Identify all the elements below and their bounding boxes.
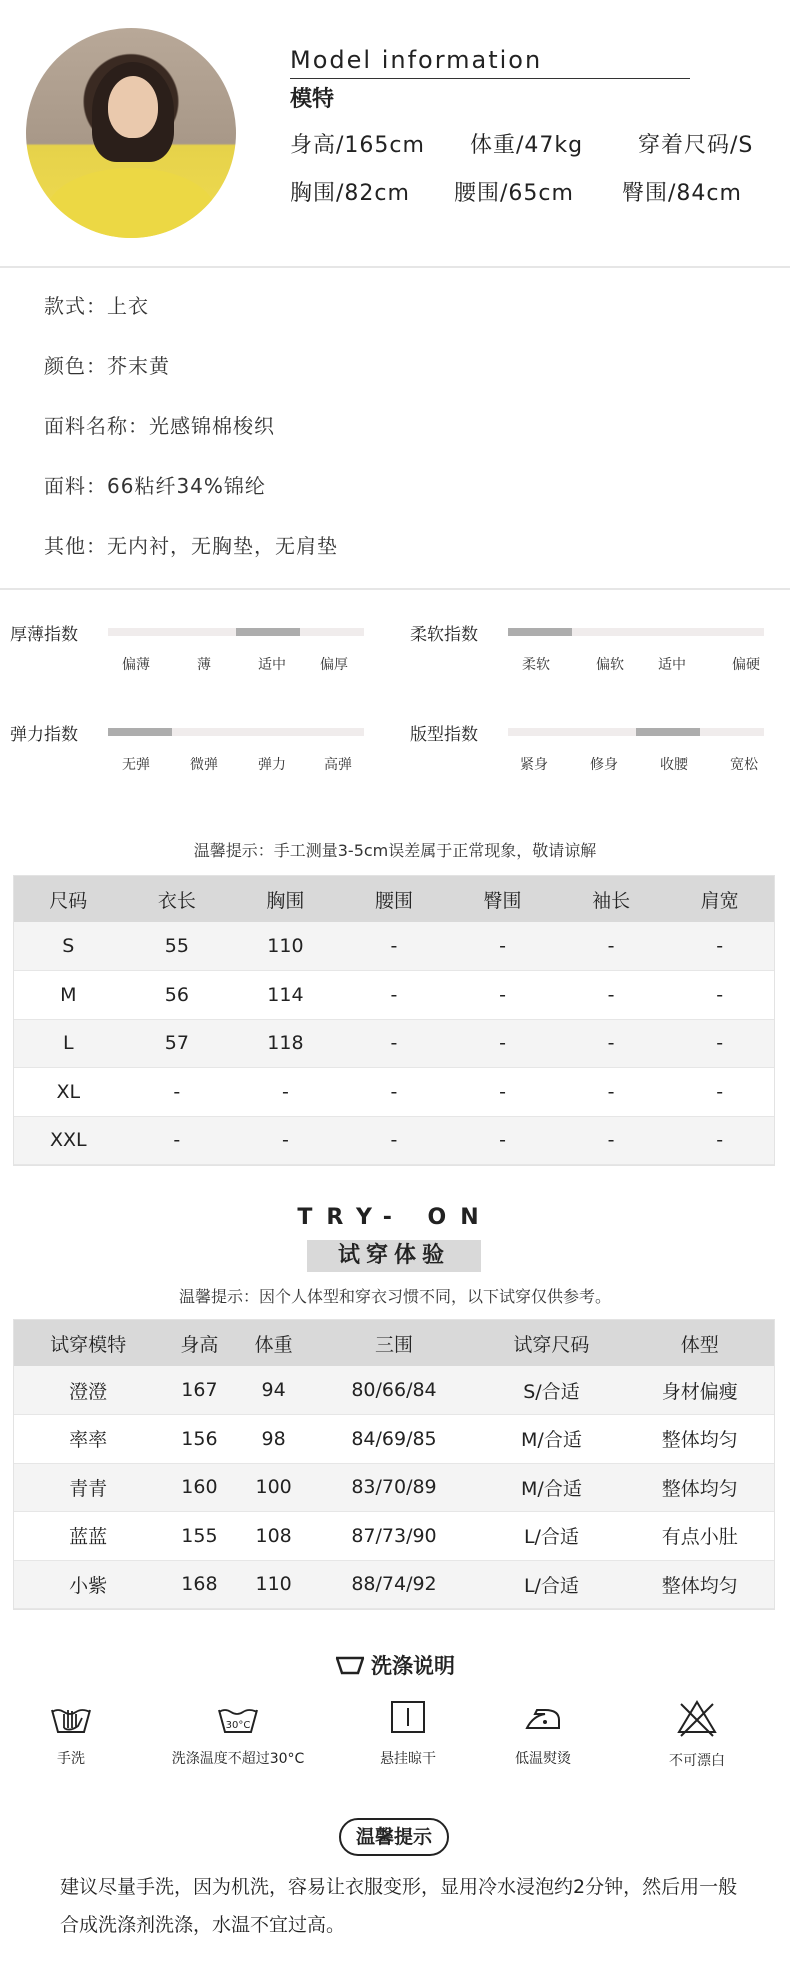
table-cell: 94 [237, 1366, 311, 1415]
tryon-table-header [14, 1320, 774, 1366]
table-row [14, 922, 774, 971]
wash-label: 悬挂晾干 [380, 1751, 436, 1767]
table-cell: 160 [162, 1463, 236, 1512]
table-row [14, 1463, 774, 1512]
table-cell: - [123, 1068, 232, 1117]
table-cell: 有点小肚 [626, 1512, 774, 1561]
model-waist: 腰围/65cm [454, 181, 574, 206]
table-cell: - [340, 1019, 449, 1068]
table-cell: L [14, 1019, 123, 1068]
table-cell: 57 [123, 1019, 232, 1068]
table-cell: 114 [231, 971, 340, 1020]
table-cell: 56 [123, 971, 232, 1020]
elasticity-option: 弹力 [258, 757, 286, 773]
model-weight: 体重/47kg [470, 133, 584, 158]
wash-label: 手洗 [57, 1751, 85, 1767]
elasticity-index-label: 弹力指数 [10, 725, 78, 745]
table-cell: - [123, 1116, 232, 1165]
section-divider [0, 266, 790, 268]
table-cell: 118 [231, 1019, 340, 1068]
column-header: 衣长 [123, 876, 232, 922]
table-cell: 167 [162, 1366, 236, 1415]
thickness-option: 偏厚 [320, 657, 348, 673]
tryon-table [14, 1320, 774, 1609]
softness-selected [508, 628, 572, 636]
table-cell: 55 [123, 922, 232, 971]
elasticity-option: 高弹 [324, 757, 352, 773]
table-row [14, 1019, 774, 1068]
column-header: 试穿尺码 [477, 1320, 625, 1366]
fit-index-bar [508, 728, 764, 736]
product-fabric-name: 面料名称：光感锦棉梭织 [44, 414, 275, 438]
fit-index-label: 版型指数 [410, 725, 478, 745]
table-cell: XXL [14, 1116, 123, 1165]
table-cell: - [231, 1068, 340, 1117]
table-cell: 87/73/90 [311, 1512, 478, 1561]
table-row [14, 1116, 774, 1165]
table-row [14, 1068, 774, 1117]
no-bleach-icon [675, 1698, 719, 1738]
wash-item-no-bleach [622, 1698, 772, 1770]
table-cell: 身材偏瘦 [626, 1366, 774, 1415]
wash-temp-icon [215, 1698, 261, 1736]
column-header: 三围 [311, 1320, 478, 1366]
table-cell: M [14, 971, 123, 1020]
table-cell: - [448, 1068, 557, 1117]
softness-index-label: 柔软指数 [410, 625, 478, 645]
table-cell: - [557, 922, 666, 971]
tryon-subtitle: 试穿体验 [307, 1240, 481, 1272]
model-size: 穿着尺码/S [638, 133, 754, 158]
wash-label: 洗涤温度不超过30°C [171, 1751, 305, 1767]
elasticity-option: 无弹 [122, 757, 150, 773]
table-cell: L/合适 [477, 1560, 625, 1609]
column-header: 体型 [626, 1320, 774, 1366]
wash-label: 低温熨烫 [515, 1751, 571, 1767]
model-height: 身高/165cm [290, 133, 425, 158]
table-cell: - [448, 1019, 557, 1068]
column-header: 袖长 [557, 876, 666, 922]
table-cell: - [557, 1116, 666, 1165]
size-table-tip: 温馨提示：手工测量3-5cm误差属于正常现象，敬请谅解 [193, 841, 597, 860]
tryon-title: TRY- ON [297, 1205, 493, 1230]
wash-item-hang-dry [333, 1698, 483, 1768]
table-cell: 80/66/84 [311, 1366, 478, 1415]
table-cell: - [665, 922, 774, 971]
section-divider [0, 588, 790, 590]
table-cell: - [665, 1116, 774, 1165]
svg-text:30°C: 30°C [225, 1720, 251, 1731]
table-cell: L/合适 [477, 1512, 625, 1561]
table-cell: - [557, 971, 666, 1020]
table-cell: M/合适 [477, 1463, 625, 1512]
column-header: 体重 [237, 1320, 311, 1366]
table-cell: - [665, 1068, 774, 1117]
table-cell: - [665, 971, 774, 1020]
softness-option: 偏软 [596, 657, 624, 673]
product-color: 颜色：芥末黄 [44, 354, 170, 378]
table-cell: XL [14, 1068, 123, 1117]
product-other: 其他：无内衬，无胸垫，无肩垫 [44, 534, 338, 558]
model-bust: 胸围/82cm [290, 181, 410, 206]
notice-text: 建议尽量手洗，因为机洗，容易让衣服变形，显用冷水浸泡约2分钟，然后用一般合成洗涤剂洗涤，水温不宜过高。 [60, 1876, 738, 1936]
table-cell: 澄澄 [14, 1366, 162, 1415]
table-cell: S/合适 [477, 1366, 625, 1415]
elasticity-index-bar [108, 728, 364, 736]
table-cell: 108 [237, 1512, 311, 1561]
wash-item-temperature [163, 1698, 313, 1768]
elasticity-selected [108, 728, 172, 736]
table-cell: 小紫 [14, 1560, 162, 1609]
thickness-option: 偏薄 [122, 657, 150, 673]
table-cell: - [665, 1019, 774, 1068]
table-cell: - [340, 1116, 449, 1165]
table-cell: 83/70/89 [311, 1463, 478, 1512]
table-cell: 110 [231, 922, 340, 971]
table-cell: 率率 [14, 1415, 162, 1464]
table-cell: - [340, 1068, 449, 1117]
column-header: 肩宽 [665, 876, 774, 922]
table-cell: - [448, 922, 557, 971]
hand-wash-icon [48, 1698, 94, 1736]
notice-title: 温馨提示 [339, 1818, 449, 1856]
size-table-header [14, 876, 774, 922]
table-cell: 青青 [14, 1463, 162, 1512]
model-hip: 臀围/84cm [622, 181, 742, 206]
model-section [0, 0, 790, 266]
table-cell: 98 [237, 1415, 311, 1464]
thickness-selected [236, 628, 300, 636]
softness-index-bar [508, 628, 764, 636]
table-row [14, 1415, 774, 1464]
thickness-index-bar [108, 628, 364, 636]
table-cell: - [557, 1019, 666, 1068]
softness-option: 柔软 [522, 657, 550, 673]
table-cell: 整体均匀 [626, 1463, 774, 1512]
hang-dry-icon [388, 1698, 428, 1736]
fit-option: 修身 [590, 757, 618, 773]
softness-option: 偏硬 [732, 657, 760, 673]
low-iron-icon [521, 1698, 565, 1736]
table-cell: - [448, 971, 557, 1020]
table-cell: 88/74/92 [311, 1560, 478, 1609]
size-table [14, 876, 774, 1165]
table-row [14, 1560, 774, 1609]
basin-icon [335, 1654, 365, 1676]
table-cell: - [557, 1068, 666, 1117]
wash-title: 洗涤说明 [371, 1654, 455, 1678]
table-cell: 155 [162, 1512, 236, 1561]
table-cell: - [340, 922, 449, 971]
table-cell: 168 [162, 1560, 236, 1609]
model-avatar [26, 28, 236, 238]
table-cell: M/合适 [477, 1415, 625, 1464]
wash-item-hand-wash [0, 1698, 146, 1768]
table-row [14, 1512, 774, 1561]
column-header: 尺码 [14, 876, 123, 922]
product-style: 款式：上衣 [44, 294, 149, 318]
wash-label: 不可漂白 [669, 1753, 725, 1769]
fit-selected [636, 728, 700, 736]
elasticity-option: 微弹 [190, 757, 218, 773]
table-row [14, 1366, 774, 1415]
tryon-tip: 温馨提示：因个人体型和穿衣习惯不同，以下试穿仅供参考。 [178, 1287, 611, 1306]
model-label: 模特 [290, 87, 335, 112]
table-cell: 100 [237, 1463, 311, 1512]
thickness-option: 薄 [197, 657, 211, 673]
column-header: 试穿模特 [14, 1320, 162, 1366]
product-fabric: 面料：66粘纤34%锦纶 [44, 474, 266, 498]
fit-option: 宽松 [730, 757, 758, 773]
table-cell: - [231, 1116, 340, 1165]
fit-option: 收腰 [660, 757, 688, 773]
table-cell: 156 [162, 1415, 236, 1464]
column-header: 臀围 [448, 876, 557, 922]
table-cell: 蓝蓝 [14, 1512, 162, 1561]
table-row [14, 971, 774, 1020]
table-cell: S [14, 922, 123, 971]
softness-option: 适中 [658, 657, 686, 673]
thickness-option: 适中 [258, 657, 286, 673]
thickness-index-label: 厚薄指数 [10, 625, 78, 645]
column-header: 身高 [162, 1320, 236, 1366]
table-cell: 整体均匀 [626, 1560, 774, 1609]
wash-item-low-iron [468, 1698, 618, 1768]
table-cell: 84/69/85 [311, 1415, 478, 1464]
table-cell: 110 [237, 1560, 311, 1609]
model-info-title: Model information [290, 46, 543, 74]
table-cell: - [448, 1116, 557, 1165]
column-header: 胸围 [231, 876, 340, 922]
table-cell: - [340, 971, 449, 1020]
fit-option: 紧身 [520, 757, 548, 773]
column-header: 腰围 [340, 876, 449, 922]
wash-header [0, 1650, 790, 1680]
title-underline [290, 78, 690, 79]
table-cell: 整体均匀 [626, 1415, 774, 1464]
